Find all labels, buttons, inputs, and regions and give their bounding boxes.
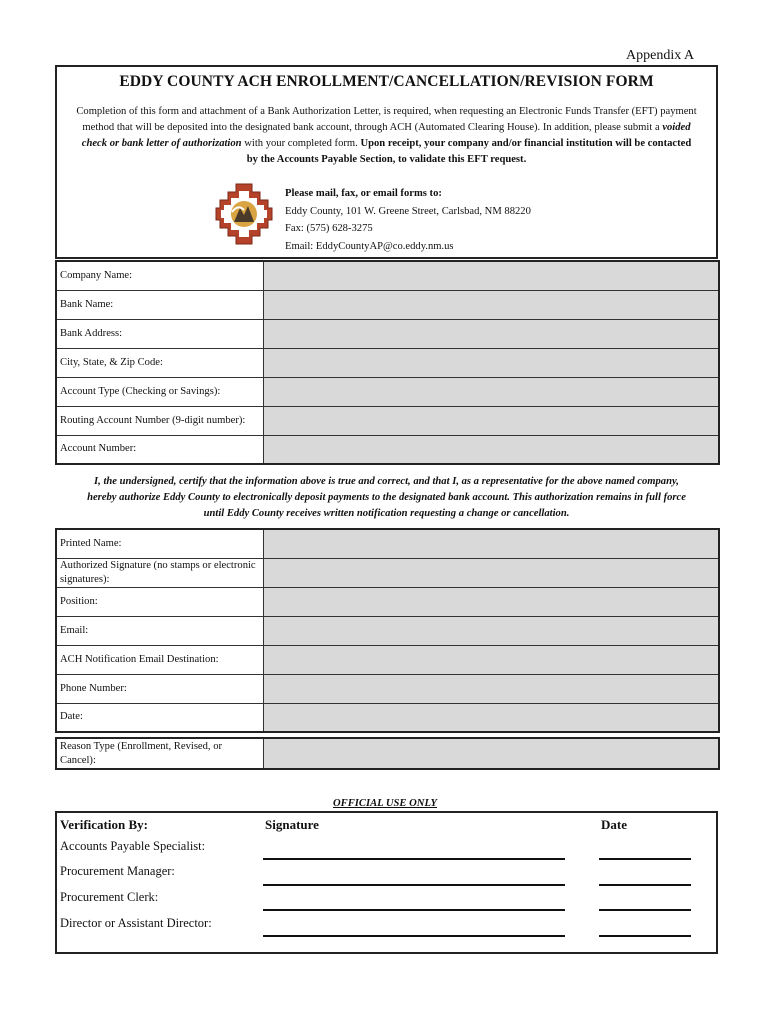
director-signature-line[interactable] xyxy=(263,935,565,937)
routing-number-label: Routing Account Number (9-digit number): xyxy=(56,406,263,435)
certify-line-2: hereby authorize Eddy County to electronically deposit payments to the designated bank account. This authorization remains in full force xyxy=(87,492,686,503)
table-row xyxy=(56,703,719,732)
certify-line-3: until Eddy County receives written notification requesting a change or cancellation. xyxy=(203,508,570,519)
table-row xyxy=(56,406,719,435)
intro-receipt: Upon receipt, your company and/or financial institution will be contacted xyxy=(360,138,692,149)
position-label: Position: xyxy=(56,587,263,616)
email-label: Email: xyxy=(56,616,263,645)
procurement-clerk-date-line[interactable] xyxy=(599,909,691,911)
table-row xyxy=(56,319,719,348)
contact-block xyxy=(285,185,531,255)
printed-name-field[interactable] xyxy=(263,529,719,558)
account-type-label: Account Type (Checking or Savings): xyxy=(56,377,263,406)
intro-line-2: method that will be deposited into the designated bank account, through ACH (Automated Clearing House). In addition, please submit a xyxy=(82,122,663,133)
official-use-heading: OFFICIAL USE ONLY xyxy=(333,798,437,809)
position-field[interactable] xyxy=(263,587,719,616)
account-type-field[interactable] xyxy=(263,377,719,406)
official-use-box xyxy=(55,811,718,954)
company-name-label: Company Name: xyxy=(56,261,263,290)
intro-text xyxy=(60,104,713,168)
table-row xyxy=(56,645,719,674)
authorized-signature-label: Authorized Signature (no stamps or electronic signatures): xyxy=(56,558,263,587)
company-name-field[interactable] xyxy=(263,261,719,290)
verification-by-heading: Verification By: xyxy=(60,817,148,832)
bank-name-label: Bank Name: xyxy=(56,290,263,319)
intro-line-1: Completion of this form and attachment of a Bank Authorization Letter, is required, when requesting an Electronic Funds Transfer (EFT) payment xyxy=(76,106,697,117)
reason-table xyxy=(55,737,720,770)
city-state-zip-label: City, State, & Zip Code: xyxy=(56,348,263,377)
table-row xyxy=(56,558,719,587)
table-row xyxy=(56,529,719,558)
date-field[interactable] xyxy=(263,703,719,732)
reason-type-label: Reason Type (Enrollment, Revised, or Cancel): xyxy=(56,738,263,769)
intro-line-3: with your completed form. xyxy=(241,138,361,149)
certification-statement xyxy=(55,474,718,522)
procurement-clerk-signature-line[interactable] xyxy=(263,909,565,911)
procurement-clerk-label: Procurement Clerk: xyxy=(60,890,159,904)
phone-number-label: Phone Number: xyxy=(56,674,263,703)
printed-name-label: Printed Name: xyxy=(56,529,263,558)
table-row xyxy=(56,377,719,406)
intro-voided: voided xyxy=(662,122,691,133)
eddy-county-logo xyxy=(214,182,274,246)
contact-fax: Fax: (575) 628-3275 xyxy=(285,223,373,234)
table-row xyxy=(56,738,719,769)
form-title: EDDY COUNTY ACH ENROLLMENT/CANCELLATION/REVISION FORM xyxy=(119,73,654,90)
procurement-manager-signature-line[interactable] xyxy=(263,884,565,886)
authorized-signature-field[interactable] xyxy=(263,558,719,587)
accounts-payable-specialist-label: Accounts Payable Specialist: xyxy=(60,839,206,853)
procurement-manager-date-line[interactable] xyxy=(599,884,691,886)
table-row xyxy=(56,616,719,645)
contact-heading: Please mail, fax, or email forms to: xyxy=(285,188,442,199)
signature-heading: Signature xyxy=(265,817,319,832)
table-row xyxy=(56,435,719,464)
account-number-field[interactable] xyxy=(263,435,719,464)
table-row xyxy=(56,290,719,319)
contact-address: Eddy County, 101 W. Greene Street, Carlsbad, NM 88220 xyxy=(285,205,531,217)
ap-specialist-date-line[interactable] xyxy=(599,858,691,860)
table-row xyxy=(56,587,719,616)
procurement-manager-label: Procurement Manager: xyxy=(60,864,175,878)
certify-line-1: I, the undersigned, certify that the information above is true and correct, and that I, as a representative for the above named company, xyxy=(94,476,679,487)
director-label: Director or Assistant Director: xyxy=(60,916,212,930)
bank-name-field[interactable] xyxy=(263,290,719,319)
signer-info-table xyxy=(55,528,720,733)
intro-check-letter: check or bank letter of authorization xyxy=(81,138,242,149)
date-label: Date: xyxy=(56,703,263,732)
routing-number-field[interactable] xyxy=(263,406,719,435)
ap-specialist-signature-line[interactable] xyxy=(263,858,565,860)
intro-line-4: by the Accounts Payable Section, to validate this EFT request. xyxy=(246,154,527,165)
account-number-label: Account Number: xyxy=(56,435,263,464)
bank-address-field[interactable] xyxy=(263,319,719,348)
table-row xyxy=(56,348,719,377)
ach-notification-email-field[interactable] xyxy=(263,645,719,674)
director-date-line[interactable] xyxy=(599,935,691,937)
contact-email: Email: EddyCountyAP@co.eddy.nm.us xyxy=(285,240,454,252)
form-header xyxy=(55,65,718,259)
bank-info-table xyxy=(55,260,720,465)
appendix-label: Appendix A xyxy=(626,48,695,63)
date-heading: Date xyxy=(601,817,627,832)
table-row xyxy=(56,674,719,703)
table-row xyxy=(56,261,719,290)
city-state-zip-field[interactable] xyxy=(263,348,719,377)
phone-number-field[interactable] xyxy=(263,674,719,703)
bank-address-label: Bank Address: xyxy=(56,319,263,348)
reason-type-field[interactable] xyxy=(263,738,719,769)
ach-notification-email-label: ACH Notification Email Destination: xyxy=(56,645,263,674)
email-field[interactable] xyxy=(263,616,719,645)
